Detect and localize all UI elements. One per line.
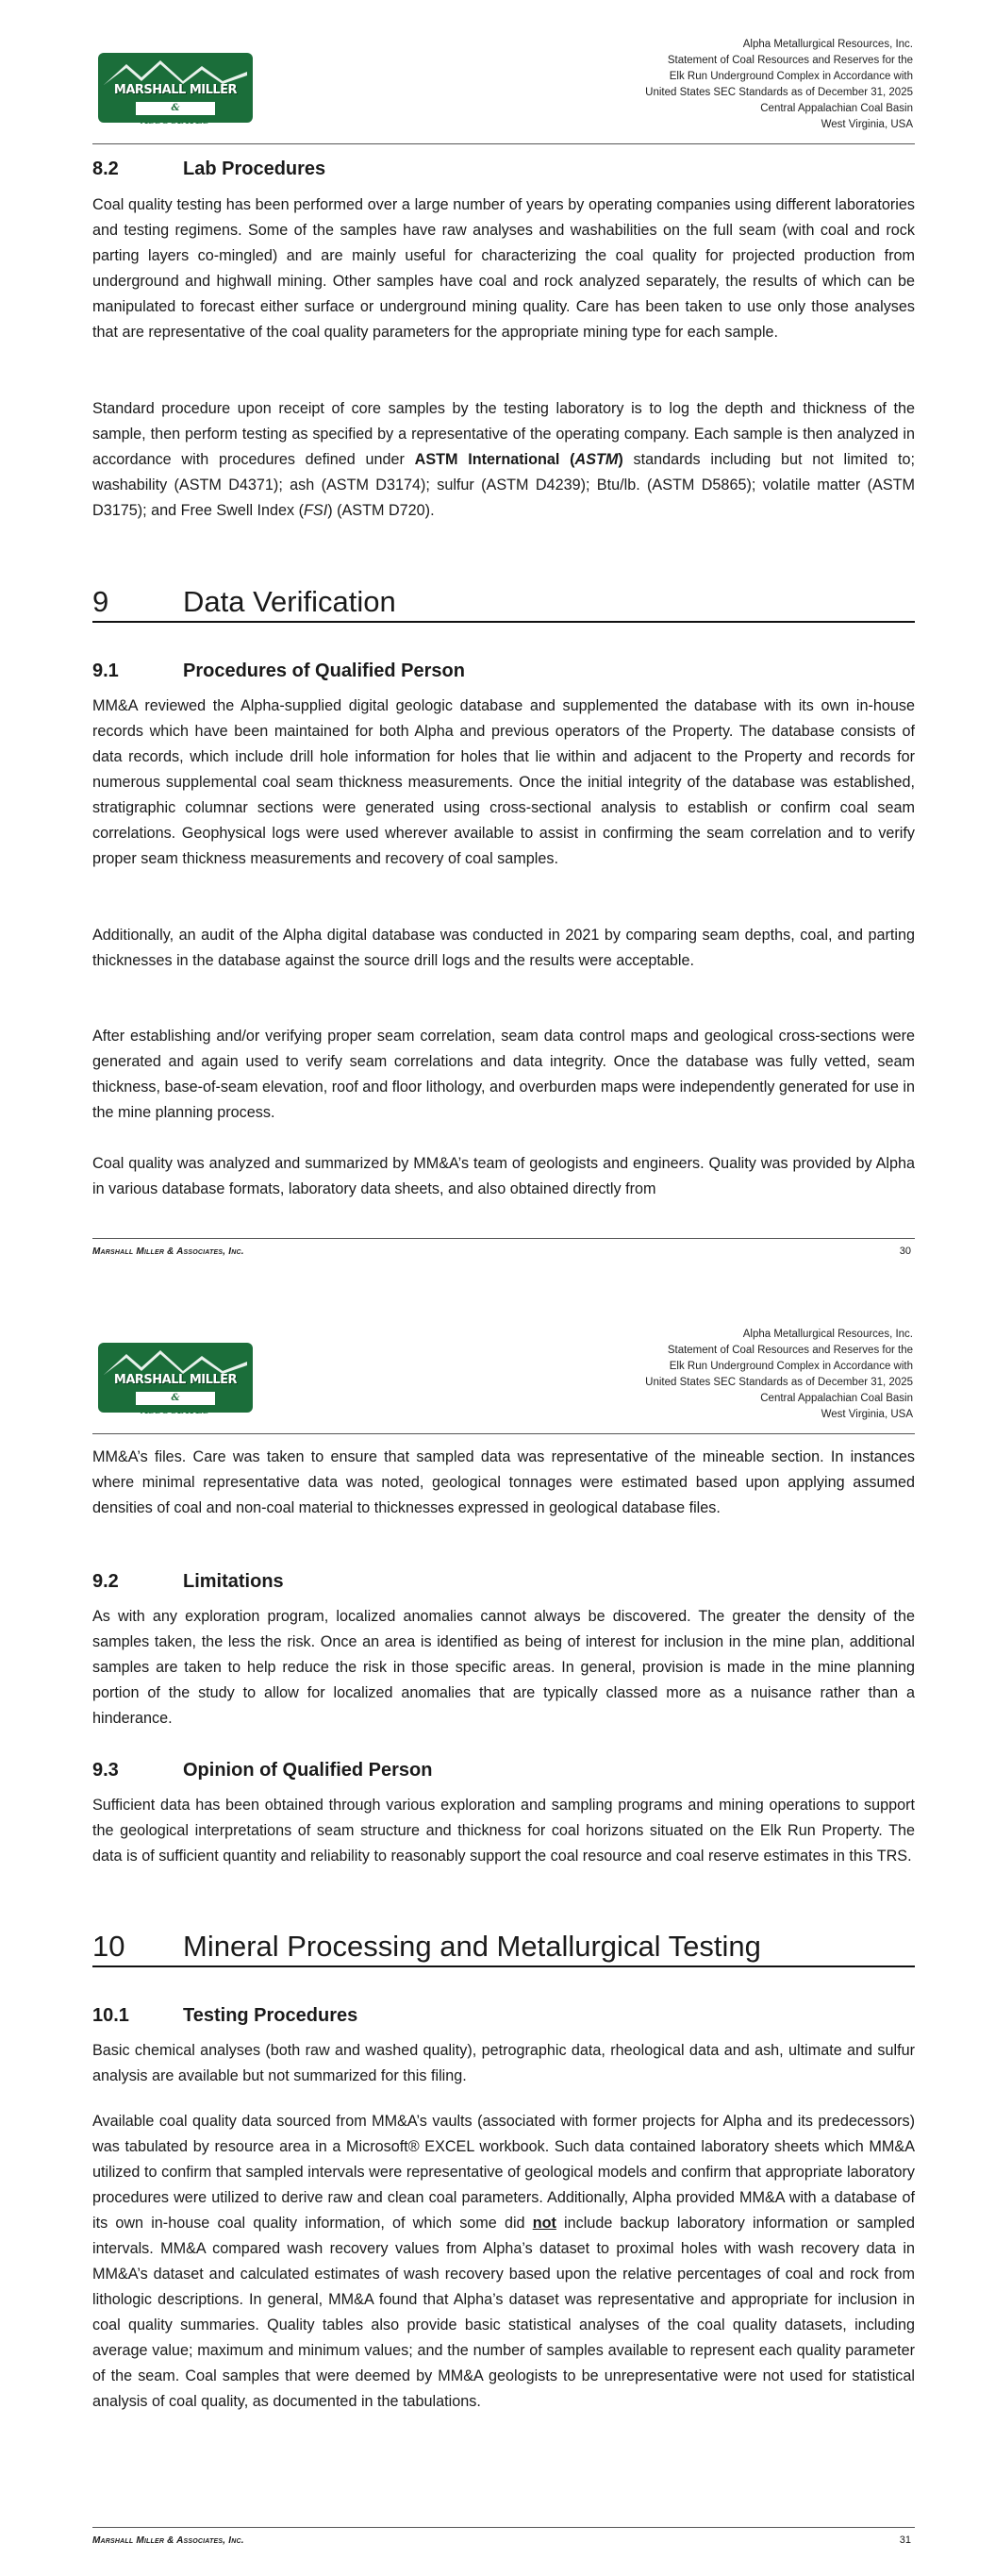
section-number: 9.1 xyxy=(92,661,119,681)
page-number: 31 xyxy=(899,2534,911,2546)
paragraph xyxy=(92,396,915,524)
section-title: Limitations xyxy=(183,1571,284,1592)
section-number: 9.2 xyxy=(92,1571,119,1592)
header-company: Alpha Metallurgical Resources, Inc. xyxy=(742,39,913,50)
header-text-block xyxy=(645,37,913,133)
header-line: West Virginia, USA xyxy=(821,1409,913,1420)
page-header xyxy=(92,1322,915,1434)
company-logo xyxy=(98,1343,253,1416)
paragraph: Coal quality was analyzed and summarized by MM&A’s team of geologists and engineers. Quality was provided by Alpha in various database formats, laboratory data sheets, and also obtained directly from xyxy=(92,1155,915,1197)
text-run: ASTM International ( xyxy=(414,451,575,468)
text-run: ) (ASTM D720). xyxy=(327,502,435,519)
text-run: include backup laboratory information or sampled intervals. MM&A compared wash recovery values from Alpha’s dataset to proximal holes with wash recovery data in MM&A’s dataset and calculated estimates of wash recovery based upon the relative percentages of coal and rock from lithologic descriptions. In general, MM&A found that Alpha’s dataset was representative and appropriate for inclusion in coal quality summaries. Quality tables also provide basic statistical analyses of the coal quality datasets, including average value; maximum and minimum values; and the number of samples available to represent each quality parameter of the seam. Coal samples that were deemed by MM&A geologists to be unrepresentative were not used for statistical analysis of coal quality, as documented in the tabulations. xyxy=(92,2215,915,2410)
section-heading-9 xyxy=(92,585,915,623)
header-company: Alpha Metallurgical Resources, Inc. xyxy=(742,1329,913,1340)
header-line: West Virginia, USA xyxy=(821,119,913,130)
header-line: Statement of Coal Resources and Reserves for the xyxy=(667,55,913,66)
logo-wordmark: MARSHALL MILLER xyxy=(113,1373,238,1387)
page-number: 30 xyxy=(899,1246,911,1257)
section-title: Data Verification xyxy=(183,585,396,618)
section-number: 9 xyxy=(92,585,109,618)
paragraph: Coal quality testing has been performed over a large number of years by operating companies using different laboratories and testing regimens. Some of the samples have raw analyses and washabilities on the full seam (with coal and rock parting layers co-mingled) and are mainly useful for characterizing the coal quality for projected production from underground and highwall mining. Other samples have coal and rock analyzed separately, the results of which can be manipulated to forecast either surface or underground mining quality. Care has been taken to use only those analyses that are representative of the coal quality parameters for the appropriate mining type for each sample. xyxy=(92,196,915,341)
paragraph: MM&A reviewed the Alpha-supplied digital geologic database and supplemented the database with its own in-house records which have been maintained for both Alpha and previous operators of the Property. The database consists of data records, which include drill hole information for holes that lie within and adjacent to the Property and records for numerous supplemental coal seam thickness measurements. Once the initial integrity of the database was established, stratigraphic columnar sections were generated using cross-sectional analysis to establish or confirm coal seam correlations. Geophysical logs were used wherever available to assist in confirming the seam correlation and to verify proper seam thickness measurements and recovery of coal samples. xyxy=(92,697,915,867)
section-heading-10-1 xyxy=(92,2005,357,2027)
section-title: Lab Procedures xyxy=(183,159,326,179)
paragraph: Additionally, an audit of the Alpha digital database was conducted in 2021 by comparing seam depths, coal, and parting thicknesses in the database against the source drill logs and the results were acceptable. xyxy=(92,927,915,969)
company-logo xyxy=(98,53,253,126)
logo-associates: & ASSOCIATES xyxy=(136,1392,215,1405)
header-line: United States SEC Standards as of December 31, 2025 xyxy=(645,1377,913,1388)
text-run: ) xyxy=(618,451,623,468)
header-line: Elk Run Underground Complex in Accordance with xyxy=(669,71,913,82)
header-line: Central Appalachian Coal Basin xyxy=(760,1393,913,1404)
page-header xyxy=(92,32,915,144)
page-footer xyxy=(92,1238,915,1260)
section-number: 8.2 xyxy=(92,159,119,179)
header-text-block xyxy=(645,1327,913,1423)
section-number: 9.3 xyxy=(92,1760,119,1781)
logo-wordmark: MARSHALL MILLER xyxy=(113,83,238,97)
section-heading-8-2 xyxy=(92,159,325,180)
section-title: Testing Procedures xyxy=(183,2005,358,2026)
paragraph xyxy=(92,2109,915,2415)
section-number: 10.1 xyxy=(92,2005,129,2026)
text-run: Available coal quality data sourced from MM&A’s vaults (associated with former projects for Alpha and its predecessors) was tabulated by resource area in a Microsoft® EXCEL workbook. Such data contained laboratory sheets which MM&A utilized to confirm that sampled intervals were representative of geological models and confirm that appropriate laboratory procedures were utilized to derive raw and clean coal parameters. Additionally, Alpha provided MM&A with a database of its own in-house coal quality information, of which some did xyxy=(92,2113,915,2232)
italic-text: FSI xyxy=(304,502,328,519)
text-run: Standard procedure upon receipt of core samples by the testing laboratory is to log the depth and thickness of the sample, then perform testing as specified by a representative of the operating company. Each sample is then analyzed in accordance with procedures defined under xyxy=(92,400,915,468)
bold-text xyxy=(415,451,623,468)
section-title: Opinion of Qualified Person xyxy=(183,1760,433,1781)
footer-firm: Marshall Miller & Associates, Inc. xyxy=(92,2535,244,2546)
paragraph: After establishing and/or verifying proper seam correlation, seam data control maps and geological cross-sections were generated and again used to verify seam correlations and data integrity. Once the database was fully vetted, seam thickness, base-of-seam elevation, roof and floor lithology, and overburden maps were independently generated for use in the mine planning process. xyxy=(92,1028,915,1121)
document-page-31 xyxy=(0,1288,995,2576)
logo-associates: & ASSOCIATES xyxy=(136,102,215,115)
section-title: Procedures of Qualified Person xyxy=(183,661,465,681)
italic-text: ASTM xyxy=(574,451,619,468)
paragraph: Sufficient data has been obtained through various exploration and sampling programs and mining operations to support the geological interpretations of seam structure and thickness for coal horizons situated on the Elk Run Property. The data is of sufficient quantity and reliability to reasonably support the coal resource and coal reserve estimates in this TRS. xyxy=(92,1797,915,1865)
underlined-emphasis: not xyxy=(532,2215,556,2232)
page-footer xyxy=(92,2527,915,2549)
paragraph: MM&A’s files. Care was taken to ensure that sampled data was representative of the mineable section. In instances where minimal representative data was noted, geological tonnages were estimated based upon applying assumed densities of coal and non-coal material to thicknesses expressed in geological database files. xyxy=(92,1448,915,1516)
section-heading-9-1 xyxy=(92,661,465,682)
section-heading-9-2 xyxy=(92,1571,284,1593)
header-line: United States SEC Standards as of December 31, 2025 xyxy=(645,87,913,98)
text-run: standards including but not limited to; washability (ASTM D4371); ash (ASTM D3174); sulfur (ASTM D4239); Btu/lb. (ASTM D5865); volatile matter (ASTM D3175); and Free Swell Index ( xyxy=(92,451,915,519)
footer-firm: Marshall Miller & Associates, Inc. xyxy=(92,1246,244,1257)
section-number: 10 xyxy=(92,1930,125,1963)
header-line: Central Appalachian Coal Basin xyxy=(760,103,913,114)
section-heading-10 xyxy=(92,1930,915,1967)
header-line: Statement of Coal Resources and Reserves for the xyxy=(667,1345,913,1356)
paragraph: Basic chemical analyses (both raw and washed quality), petrographic data, rheological data and ash, ultimate and sulfur analysis are available but not summarized for this filing. xyxy=(92,2042,915,2084)
section-heading-9-3 xyxy=(92,1760,432,1781)
section-title: Mineral Processing and Metallurgical Testing xyxy=(183,1930,761,1963)
header-line: Elk Run Underground Complex in Accordance with xyxy=(669,1361,913,1372)
paragraph: As with any exploration program, localized anomalies cannot always be discovered. The greater the density of the samples taken, the less the risk. Once an area is identified as being of interest for inclusion in the mine plan, additional samples are taken to help reduce the risk in those specific areas. In general, provision is made in the mine planning portion of the study to allow for localized anomalies that are typically classed more as a nuisance rather than a hinderance. xyxy=(92,1608,915,1727)
